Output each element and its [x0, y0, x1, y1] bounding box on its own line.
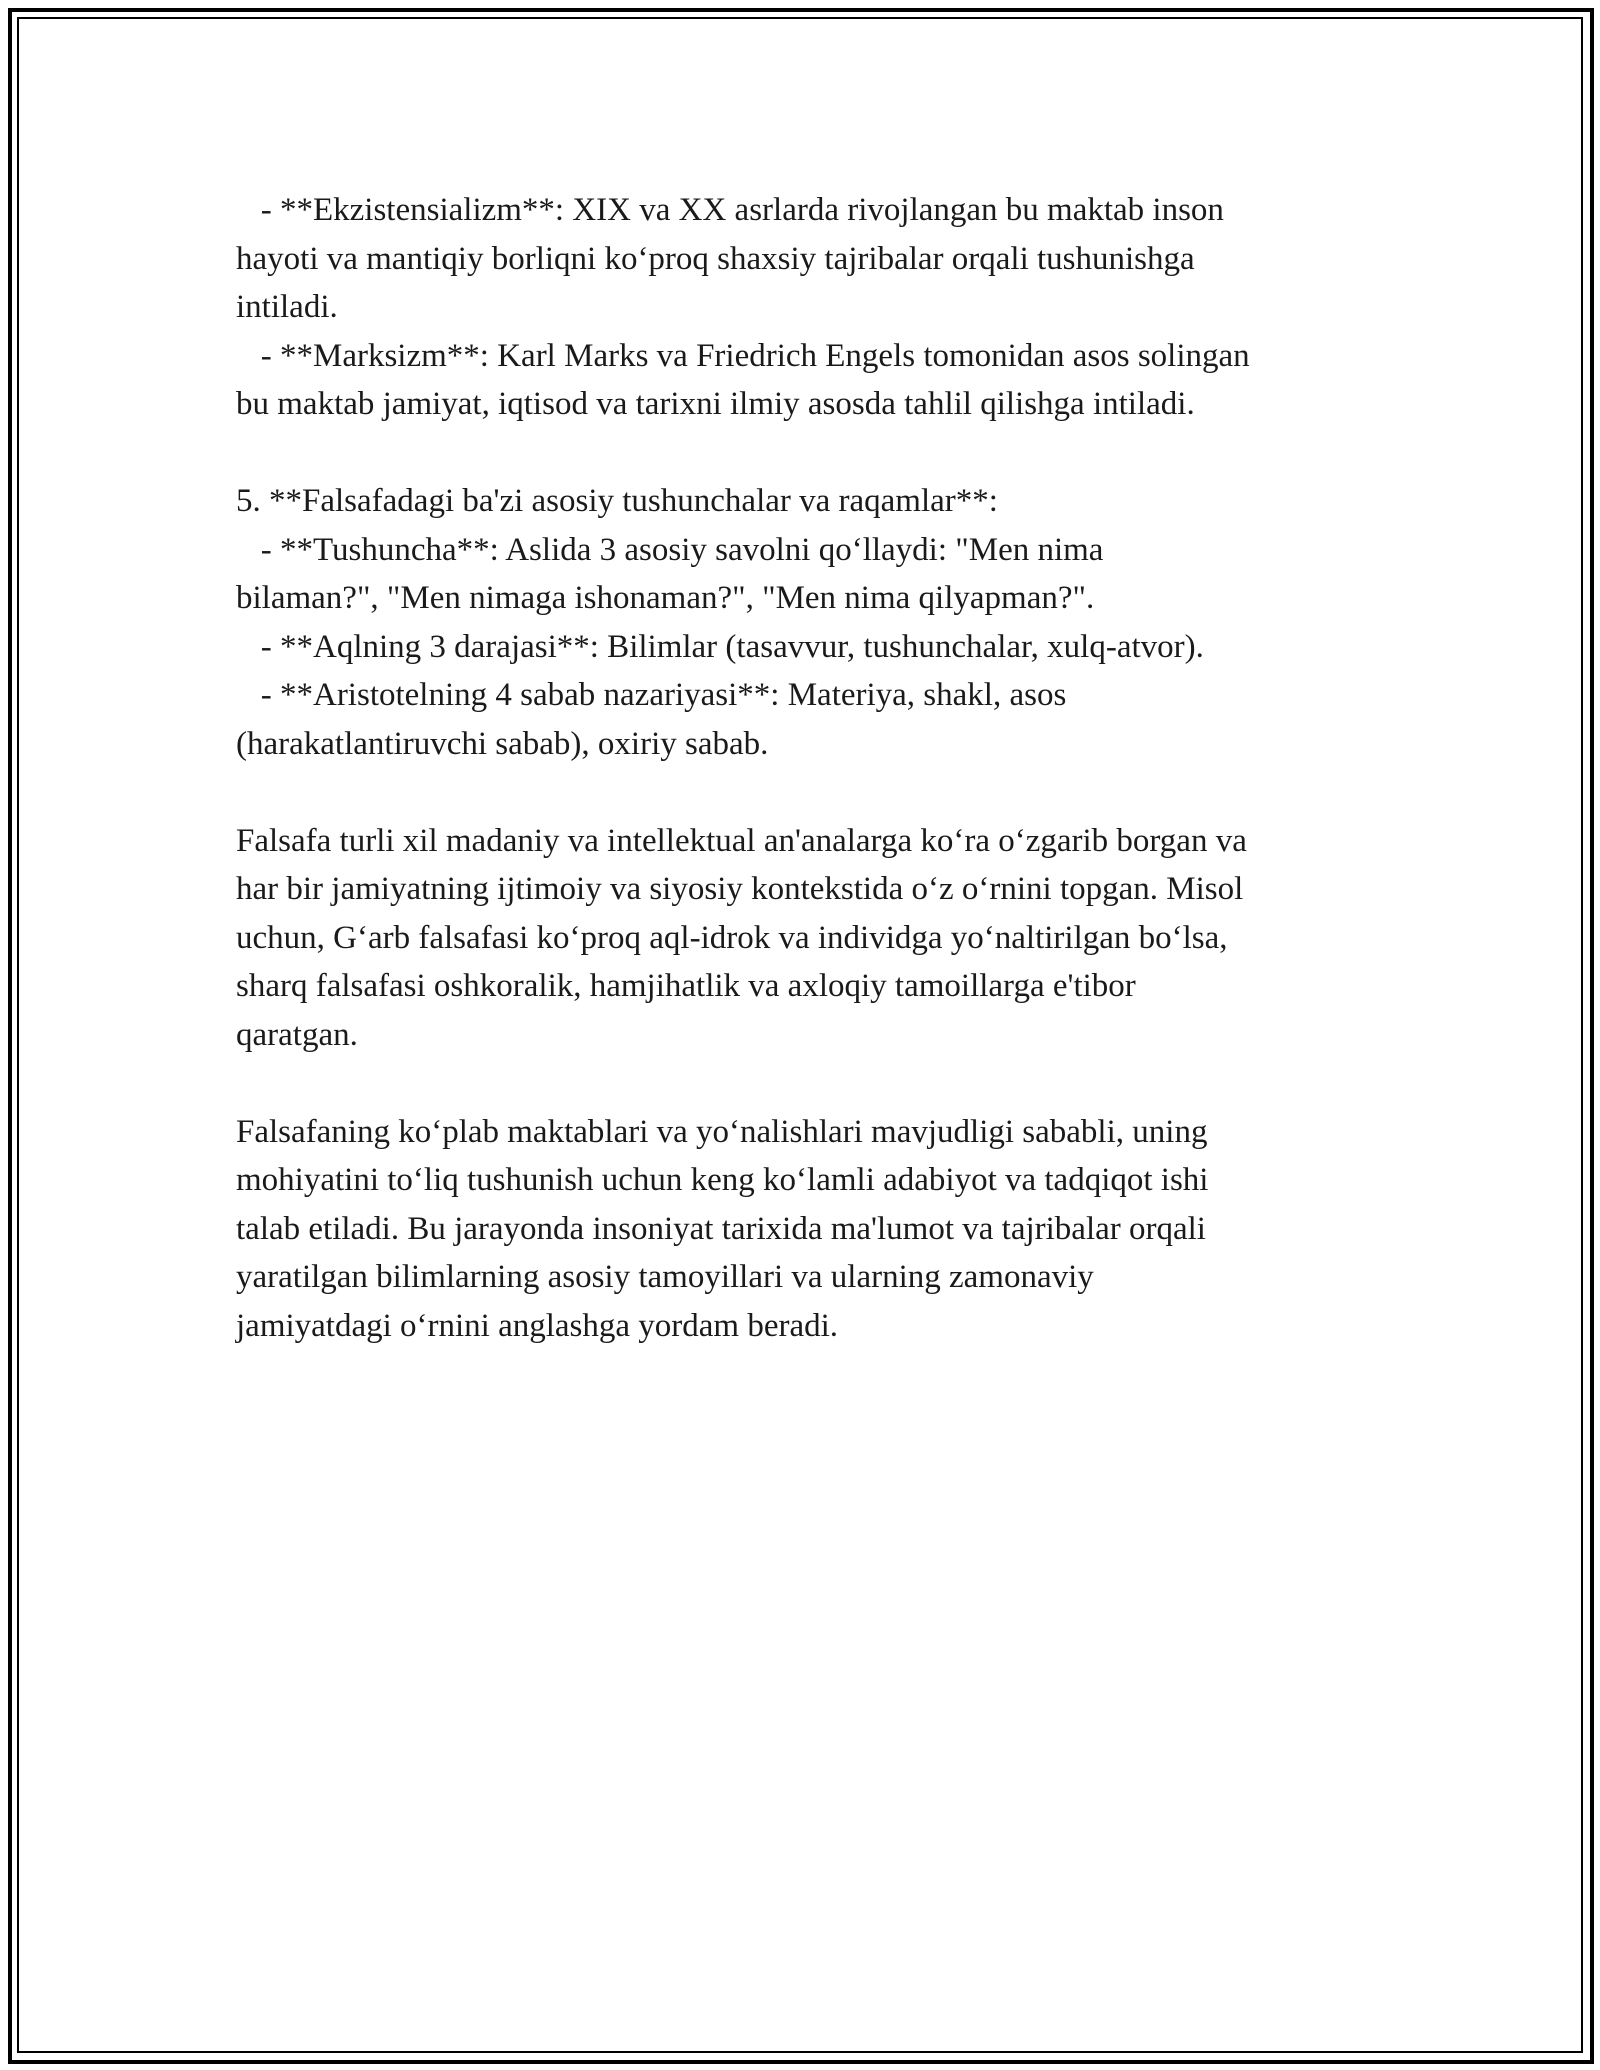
document-body: [236, 186, 1396, 1350]
paragraph-spacer: [236, 768, 1396, 817]
text-line: hayoti va mantiqiy borliqni ko‘proq shaxsiy tajribalar orqali tushunishga: [236, 240, 1195, 277]
list-item-aristotel: [236, 671, 1396, 768]
text-line: Falsafa turli xil madaniy va intellektual an'analarga ko‘ra o‘zgarib borgan va: [236, 822, 1247, 859]
paragraph-spacer: [236, 1059, 1396, 1108]
text-line: 5. **Falsafadagi ba'zi asosiy tushunchalar va raqamlar**:: [236, 483, 998, 519]
text-line: bu maktab jamiyat, iqtisod va tarixni ilmiy asosda tahlil qilishga intiladi.: [236, 386, 1195, 422]
text-line: - **Marksizm**: Karl Marks va Friedrich Engels tomonidan asos solingan: [236, 337, 1250, 374]
text-line: qaratgan.: [236, 1016, 358, 1053]
list-item-marksizm: [236, 332, 1396, 429]
text-line: yaratilgan bilimlarning asosiy tamoyillari va ularning zamonaviy: [236, 1259, 1094, 1295]
text-line: Falsafaning ko‘plab maktablari va yo‘nalishlari mavjudligi sababli, uning: [236, 1113, 1208, 1150]
text-line: har bir jamiyatning ijtimoiy va siyosiy kontekstida o‘z o‘rnini topgan. Misol: [236, 871, 1244, 907]
paragraph-falsafaning-maktablari: [236, 1108, 1396, 1351]
text-line: - **Ekzistensializm**: XIX va XX asrlarda rivojlangan bu maktab inson: [236, 192, 1224, 228]
text-line: mohiyatini to‘liq tushunish uchun keng ko‘lamli adabiyot va tadqiqot ishi: [236, 1162, 1209, 1198]
list-item-tushuncha: [236, 526, 1396, 623]
text-line: - **Tushuncha**: Aslida 3 asosiy savolni qo‘llaydi: "Men nima: [236, 531, 1104, 568]
text-line: uchun, G‘arb falsafasi ko‘proq aql-idrok va individga yo‘naltirilgan bo‘lsa,: [236, 919, 1228, 956]
text-line: (harakatlantiruvchi sabab), oxiriy sabab.: [236, 725, 769, 762]
list-item-ekzistensializm: [236, 186, 1396, 332]
text-line: intiladi.: [236, 289, 338, 325]
text-line: - **Aristotelning 4 sabab nazariyasi**: Materiya, shakl, asos: [236, 677, 1067, 713]
text-line: - **Aqlning 3 darajasi**: Bilimlar (tasavvur, tushunchalar, xulq-atvor).: [236, 628, 1204, 665]
paragraph-spacer: [236, 429, 1396, 478]
text-line: sharq falsafasi oshkoralik, hamjihatlik va axloqiy tamoillarga e'tibor: [236, 968, 1136, 1004]
section-heading-5: [236, 477, 1396, 526]
text-line: talab etiladi. Bu jarayonda insoniyat tarixida ma'lumot va tajribalar orqali: [236, 1210, 1206, 1247]
paragraph-falsafa-turli: [236, 817, 1396, 1060]
text-line: jamiyatdagi o‘rnini anglashga yordam beradi.: [236, 1307, 839, 1344]
text-line: bilaman?", "Men nimaga ishonaman?", "Men nima qilyapman?".: [236, 580, 1095, 616]
list-item-aqlning-darajasi: [236, 623, 1396, 672]
